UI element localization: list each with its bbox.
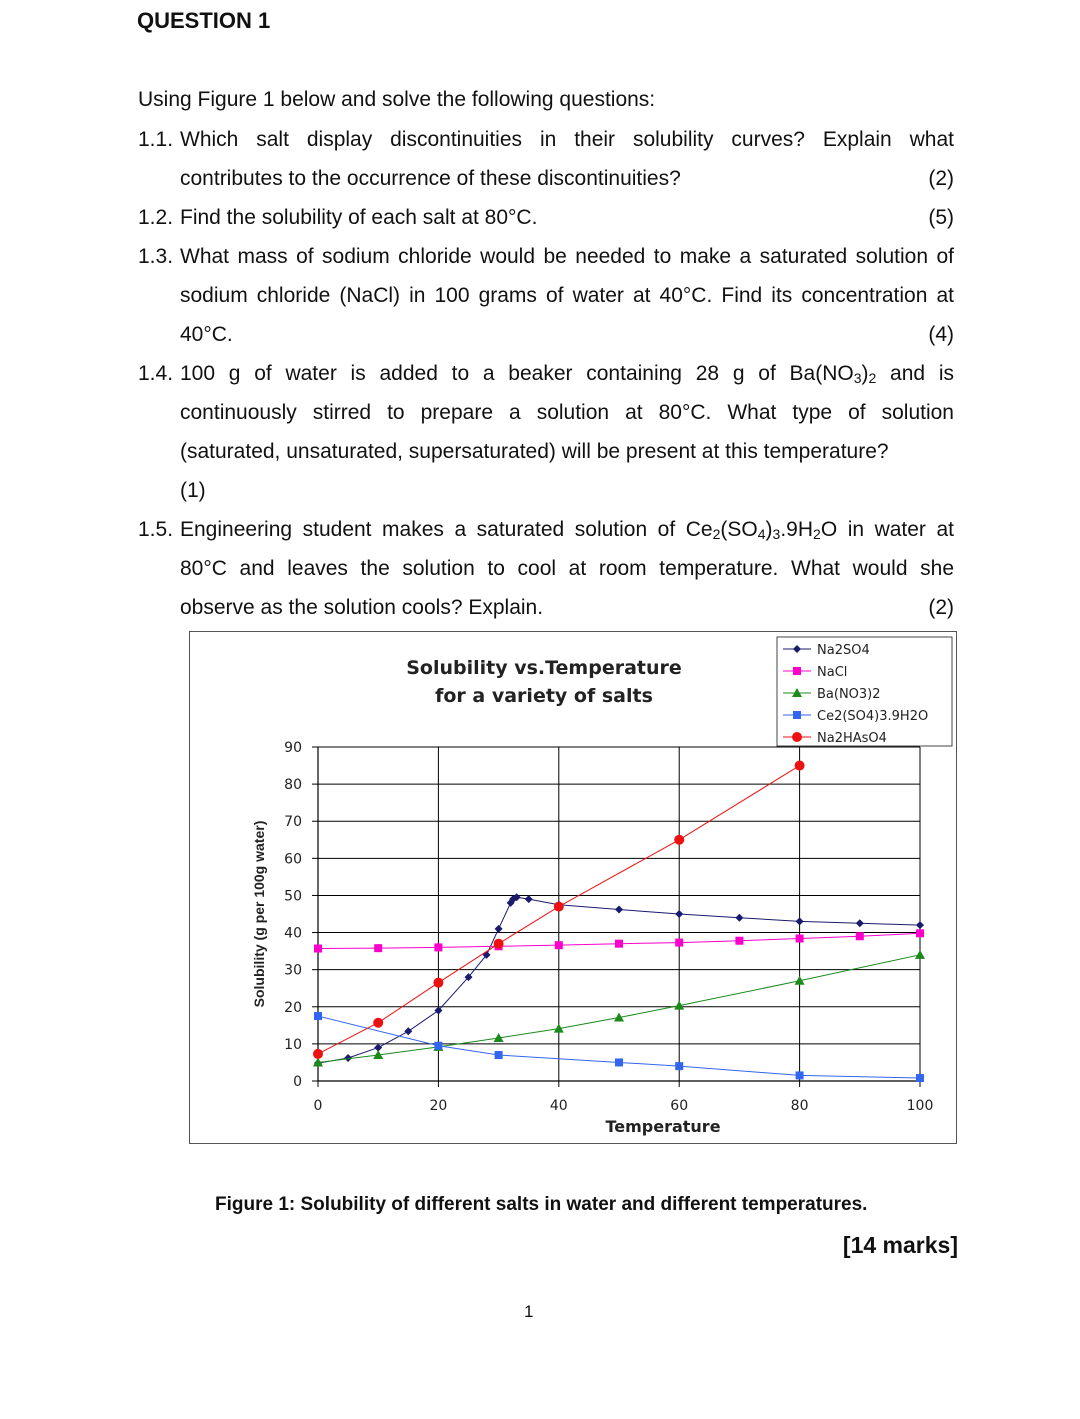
data-point-nacl — [796, 934, 804, 942]
marks-1-3: (4) — [928, 323, 954, 346]
question-text: Which salt display discontinuities in their solubility curves? Explain what — [180, 128, 954, 151]
question-text: 100 g of water is added to a beaker containing 28 g of $Ba(NO_3)_2$ and is — [180, 362, 954, 386]
data-point-na2haso4 — [554, 902, 564, 912]
data-point-ce2-so4-3-9h2o — [314, 1012, 322, 1020]
data-point-ce2-so4-3-9h2o — [796, 1071, 804, 1079]
marks-1-5: (2) — [928, 596, 954, 619]
question-number: 1.4. — [138, 362, 174, 385]
x-tick-label: 100 — [906, 1098, 934, 1114]
solubility-chart-frame — [189, 631, 957, 1144]
marks-1-1: (2) — [928, 167, 954, 190]
data-point-nacl — [675, 939, 683, 947]
question-1-4 — [138, 354, 954, 398]
data-point-nacl — [615, 940, 623, 948]
data-point-ce2-so4-3-9h2o — [675, 1062, 683, 1070]
x-tick-label: 60 — [670, 1098, 689, 1114]
y-axis-label: Solubility (g per 100g water) — [251, 820, 267, 1008]
data-point-na2haso4 — [674, 835, 684, 845]
question-number: 1.2. — [138, 206, 174, 229]
total-marks: [14 marks] — [842, 1232, 958, 1258]
data-point-na2so4 — [796, 917, 804, 925]
data-point-ce2-so4-3-9h2o — [916, 1074, 924, 1082]
question-1-2 — [138, 198, 954, 237]
y-tick-label: 30 — [284, 962, 302, 979]
y-tick-label: 60 — [284, 851, 302, 868]
data-point-na2haso4 — [795, 761, 805, 771]
legend-label-na2haso4: Na2HAsO4 — [817, 731, 887, 746]
x-tick-label: 20 — [429, 1098, 448, 1114]
question-text: What mass of sodium chloride would be needed to make a saturated solution of — [180, 245, 954, 268]
question-number: 1.5. — [138, 518, 174, 541]
x-tick-label: 0 — [313, 1098, 323, 1114]
data-point-ba-no3-2 — [915, 950, 925, 959]
data-point-na2so4 — [525, 895, 533, 903]
question-number: 1.3. — [138, 245, 174, 268]
question-1-5 — [138, 510, 954, 554]
data-point-nacl — [856, 932, 864, 940]
question-1-5-line2: 80°C and leaves the solution to cool at room temperature. What would she — [180, 557, 954, 580]
data-point-nacl — [434, 943, 442, 951]
x-tick-label: 80 — [790, 1098, 809, 1114]
legend-label-nacl: NaCl — [817, 665, 848, 680]
question-heading: QUESTION 1 — [137, 8, 271, 33]
data-point-na2so4 — [404, 1027, 412, 1035]
data-point-na2so4 — [495, 925, 503, 933]
series-line-ce2-so4-3-9h2o — [318, 1016, 920, 1078]
question-1-4-line4: (1) — [180, 479, 206, 502]
marks-1-2: (5) — [928, 206, 954, 229]
y-tick-label: 90 — [284, 740, 302, 756]
question-text: Find the solubility of each salt at 80°C. — [180, 206, 538, 229]
solubility-chart — [190, 632, 956, 1143]
chart-subtitle: for a variety of salts — [435, 685, 653, 707]
y-tick-label: 80 — [284, 777, 302, 794]
data-point-na2so4 — [916, 921, 924, 929]
question-1-3 — [138, 237, 954, 276]
question-1-4-line2: continuously stirred to prepare a solution at 80°C. What type of solution — [180, 401, 954, 424]
y-tick-label: 10 — [284, 1036, 302, 1053]
data-point-na2so4 — [615, 906, 623, 914]
data-point-na2haso4 — [373, 1018, 383, 1028]
series-line-ba-no3-2 — [318, 955, 920, 1063]
data-point-ce2-so4-3-9h2o — [434, 1042, 442, 1050]
legend-marker-ce2-so4-3-9h2o — [793, 711, 801, 719]
y-tick-label: 70 — [284, 814, 302, 831]
question-1-1 — [138, 120, 954, 159]
y-tick-label: 0 — [293, 1074, 302, 1090]
legend-marker-nacl — [793, 667, 801, 675]
question-1-3-line3: 40°C. — [180, 323, 233, 346]
page-number: 1 — [524, 1302, 534, 1321]
data-point-na2so4 — [735, 914, 743, 922]
data-point-ce2-so4-3-9h2o — [495, 1051, 503, 1059]
data-point-nacl — [735, 937, 743, 945]
data-point-na2haso4 — [494, 939, 504, 949]
data-point-nacl — [314, 945, 322, 953]
data-point-na2so4 — [856, 919, 864, 927]
data-point-nacl — [374, 944, 382, 952]
x-axis-label: Temperature — [605, 1117, 721, 1136]
y-tick-label: 50 — [284, 888, 302, 905]
question-text: Engineering student makes a saturated solution of $Ce_2(SO_4)_3.9H_2O$ in water at — [180, 518, 954, 542]
data-point-ce2-so4-3-9h2o — [615, 1058, 623, 1066]
question-1-1-line2: contributes to the occurrence of these discontinuities? — [180, 167, 681, 190]
legend-marker-na2haso4 — [792, 732, 802, 742]
chart-title: Solubility vs.Temperature — [406, 657, 682, 679]
question-number: 1.1. — [138, 128, 174, 151]
legend-label-ba-no3-2: Ba(NO3)2 — [817, 687, 881, 702]
legend-label-ce2-so4-3-9h2o: Ce2(SO4)3.9H2O — [817, 709, 929, 724]
question-1-3-line2: sodium chloride (NaCl) in 100 grams of water at 40°C. Find its concentration at — [180, 284, 954, 307]
question-1-5-line3: observe as the solution cools? Explain. — [180, 596, 544, 619]
y-tick-label: 40 — [284, 925, 302, 942]
x-tick-label: 40 — [549, 1098, 568, 1114]
data-point-nacl — [555, 941, 563, 949]
intro-text: Using Figure 1 below and solve the following questions: — [138, 88, 656, 111]
y-tick-label: 20 — [284, 999, 302, 1016]
figure-caption: Figure 1: Solubility of different salts in water and different temperatures. — [215, 1194, 868, 1215]
data-point-na2haso4 — [433, 978, 443, 988]
legend-label-na2so4: Na2SO4 — [817, 643, 870, 658]
question-1-4-line3: (saturated, unsaturated, supersaturated) will be present at this temperature? — [180, 440, 889, 463]
data-point-na2so4 — [675, 910, 683, 918]
data-point-na2haso4 — [313, 1049, 323, 1059]
data-point-nacl — [916, 929, 924, 937]
